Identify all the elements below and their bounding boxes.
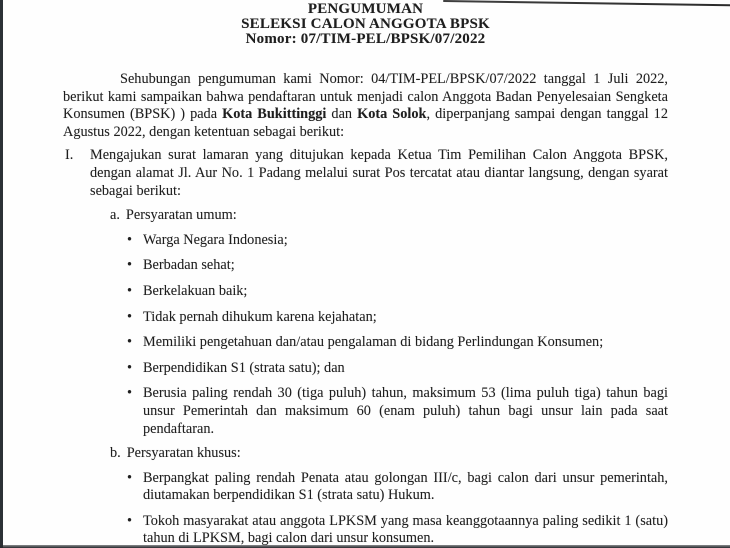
list-item: • Berpendidikan S1 (strata satu); dan xyxy=(143,360,668,378)
intro-city-1: Kota Bukittinggi xyxy=(222,106,327,123)
list-item: • Memiliki pengetahuan dan/atau pengalaman di bidang Perlindungan Konsumen; xyxy=(143,334,668,352)
intro-paragraph xyxy=(63,71,668,141)
section-1 xyxy=(63,147,668,548)
section-1-text: Mengajukan surat lamaran yang ditujukan kepada Ketua Tim Pemilihan Calon Anggota BPSK, dengan alamat Jl. Aur No. 1 Padang melalui surat Pos tercatat atau diantar langsung, dengan syarat sebagai berikut: xyxy=(90,147,668,199)
intro-text-3: , diperpanjang sampai dengan tanggal 12 Agustus 2022, dengan ketentuan sebagai berikut: xyxy=(63,106,668,140)
general-requirements-list xyxy=(110,232,668,438)
subsection-a-label: a. xyxy=(110,207,120,224)
subsection-b xyxy=(110,445,668,548)
document-content xyxy=(63,2,668,548)
section-1-numeral: I. xyxy=(65,147,74,164)
special-requirements-list xyxy=(110,470,668,548)
document-subtitle: SELEKSI CALON ANGGOTA BPSK xyxy=(241,16,490,32)
list-item: • Berusia paling rendah 30 (tiga puluh) tahun, maksimum 53 (lima puluh tiga) tahun bagi unsur Pemerintah dan maksimum 60 (enam puluh) tahun bagi unsur lain pada saat pendaftaran. xyxy=(143,385,668,438)
subsection-a-heading xyxy=(110,207,668,225)
scan-artifact-left-edge xyxy=(0,0,3,548)
intro-city-2: Kota Solok xyxy=(357,106,427,123)
list-item: • Warga Negara Indonesia; xyxy=(143,232,668,250)
document-header xyxy=(63,2,668,47)
list-item: • Berkelakuan baik; xyxy=(143,283,668,301)
subsection-a-title: Persyaratan umum: xyxy=(125,207,237,224)
intro-text-1: Sehubungan pengumuman kami Nomor: 04/TIM-PEL/BPSK/07/2022 tanggal 1 Juli 2022, berikut kami sampaikan bahwa pendaftaran untuk menjadi calon Anggota Badan Penyelesaian Sengketa Konsumen (BPSK) ) pada xyxy=(63,71,668,123)
subsection-b-heading xyxy=(110,445,668,463)
list-item: • Tokoh masyarakat atau anggota LPKSM yang masa keanggotaannya paling sedikit 1 (satu) tahun di LPKSM, bagi calon dari unsur konsumen. xyxy=(143,513,668,548)
subsection-b-title: Persyaratan khusus: xyxy=(126,445,241,462)
list-item: • Tidak pernah dihukum karena kejahatan; xyxy=(143,309,668,327)
list-item: • Berpangkat paling rendah Penata atau golongan III/c, bagi calon dari unsur pemerintah, diutamakan berpendidikan S1 (strata satu) Hukum. xyxy=(143,470,668,505)
list-item: • Berbadan sehat; xyxy=(143,257,668,275)
intro-text-2: dan xyxy=(326,106,358,123)
document-number: Nomor: 07/TIM-PEL/BPSK/07/2022 xyxy=(245,31,486,47)
document-title: PENGUMUMAN xyxy=(307,1,424,17)
subsection-b-label: b. xyxy=(110,445,121,462)
subsection-a xyxy=(110,207,668,438)
